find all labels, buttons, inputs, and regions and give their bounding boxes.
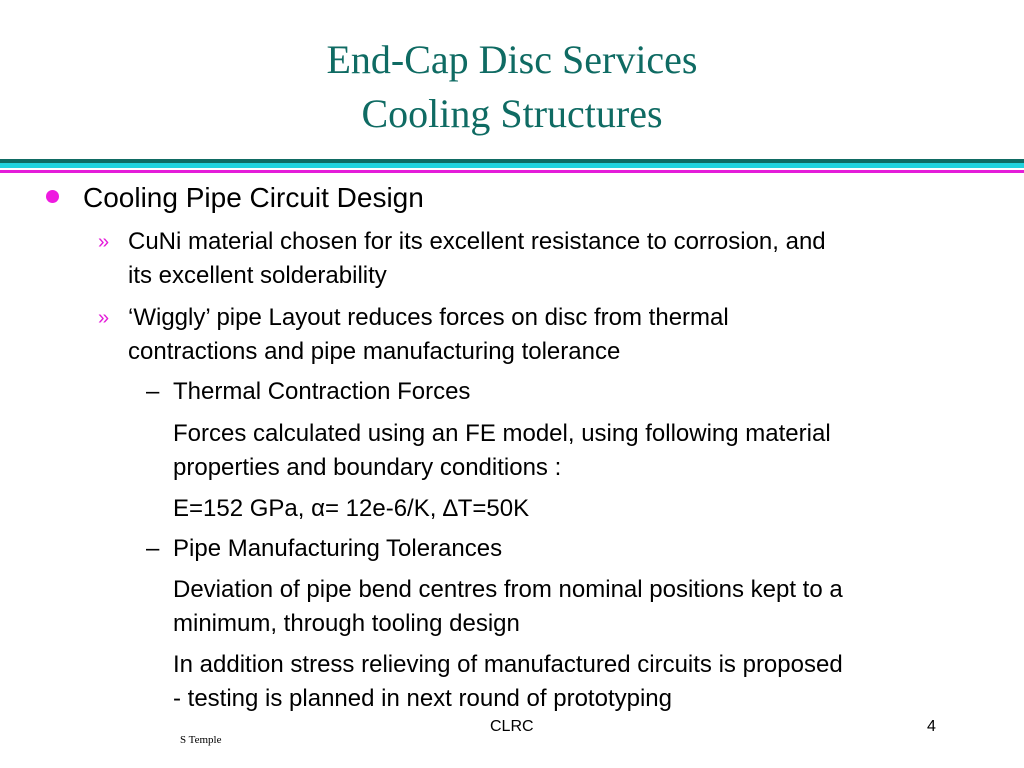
slide-title-line-2: Cooling Structures — [361, 91, 663, 136]
sub-bullet-2-line-2: contractions and pipe manufacturing tolerance — [128, 338, 621, 365]
dash-2-para-1-line-2: minimum, through tooling design — [173, 610, 520, 637]
bullet-dot-icon — [46, 190, 59, 203]
footer-center-label: CLRC — [490, 718, 534, 735]
dash-2-heading: Pipe Manufacturing Tolerances — [173, 535, 503, 562]
dash-marker-icon: – — [146, 378, 160, 405]
sub-bullet-2-line-1: ‘Wiggly’ pipe Layout reduces forces on disc from thermal — [128, 304, 729, 331]
dash-1-para-line-1: Forces calculated using an FE model, using following material — [173, 420, 831, 447]
dash-2-para-1-line-1: Deviation of pipe bend centres from nominal positions kept to a — [173, 576, 843, 603]
dash-2-para-2-line-1: In addition stress relieving of manufactured circuits is proposed — [173, 651, 843, 678]
sub-bullet-1-line-1: CuNi material chosen for its excellent resistance to corrosion, and — [128, 228, 826, 255]
author-label: S Temple — [180, 734, 222, 746]
page-number: 4 — [927, 718, 936, 735]
slide-title-line-1: End-Cap Disc Services — [326, 37, 698, 82]
divider-stripe-magenta — [0, 170, 1024, 173]
dash-1-formula: E=152 GPa, α= 12e-6/K, ∆T=50K — [173, 495, 530, 522]
dash-2-para-2-line-2: - testing is planned in next round of prototyping — [173, 685, 672, 712]
dash-1-heading: Thermal Contraction Forces — [173, 378, 471, 405]
dash-marker-icon: – — [146, 535, 160, 562]
dash-1-para-line-2: properties and boundary conditions : — [173, 454, 562, 481]
sub-bullet-1-line-2: its excellent solderability — [128, 262, 387, 289]
sub-bullet-marker-icon: » — [98, 307, 110, 329]
sub-bullet-marker-icon: » — [98, 231, 110, 253]
divider-stripe-cyan — [0, 163, 1024, 168]
main-bullet-text: Cooling Pipe Circuit Design — [83, 182, 424, 213]
